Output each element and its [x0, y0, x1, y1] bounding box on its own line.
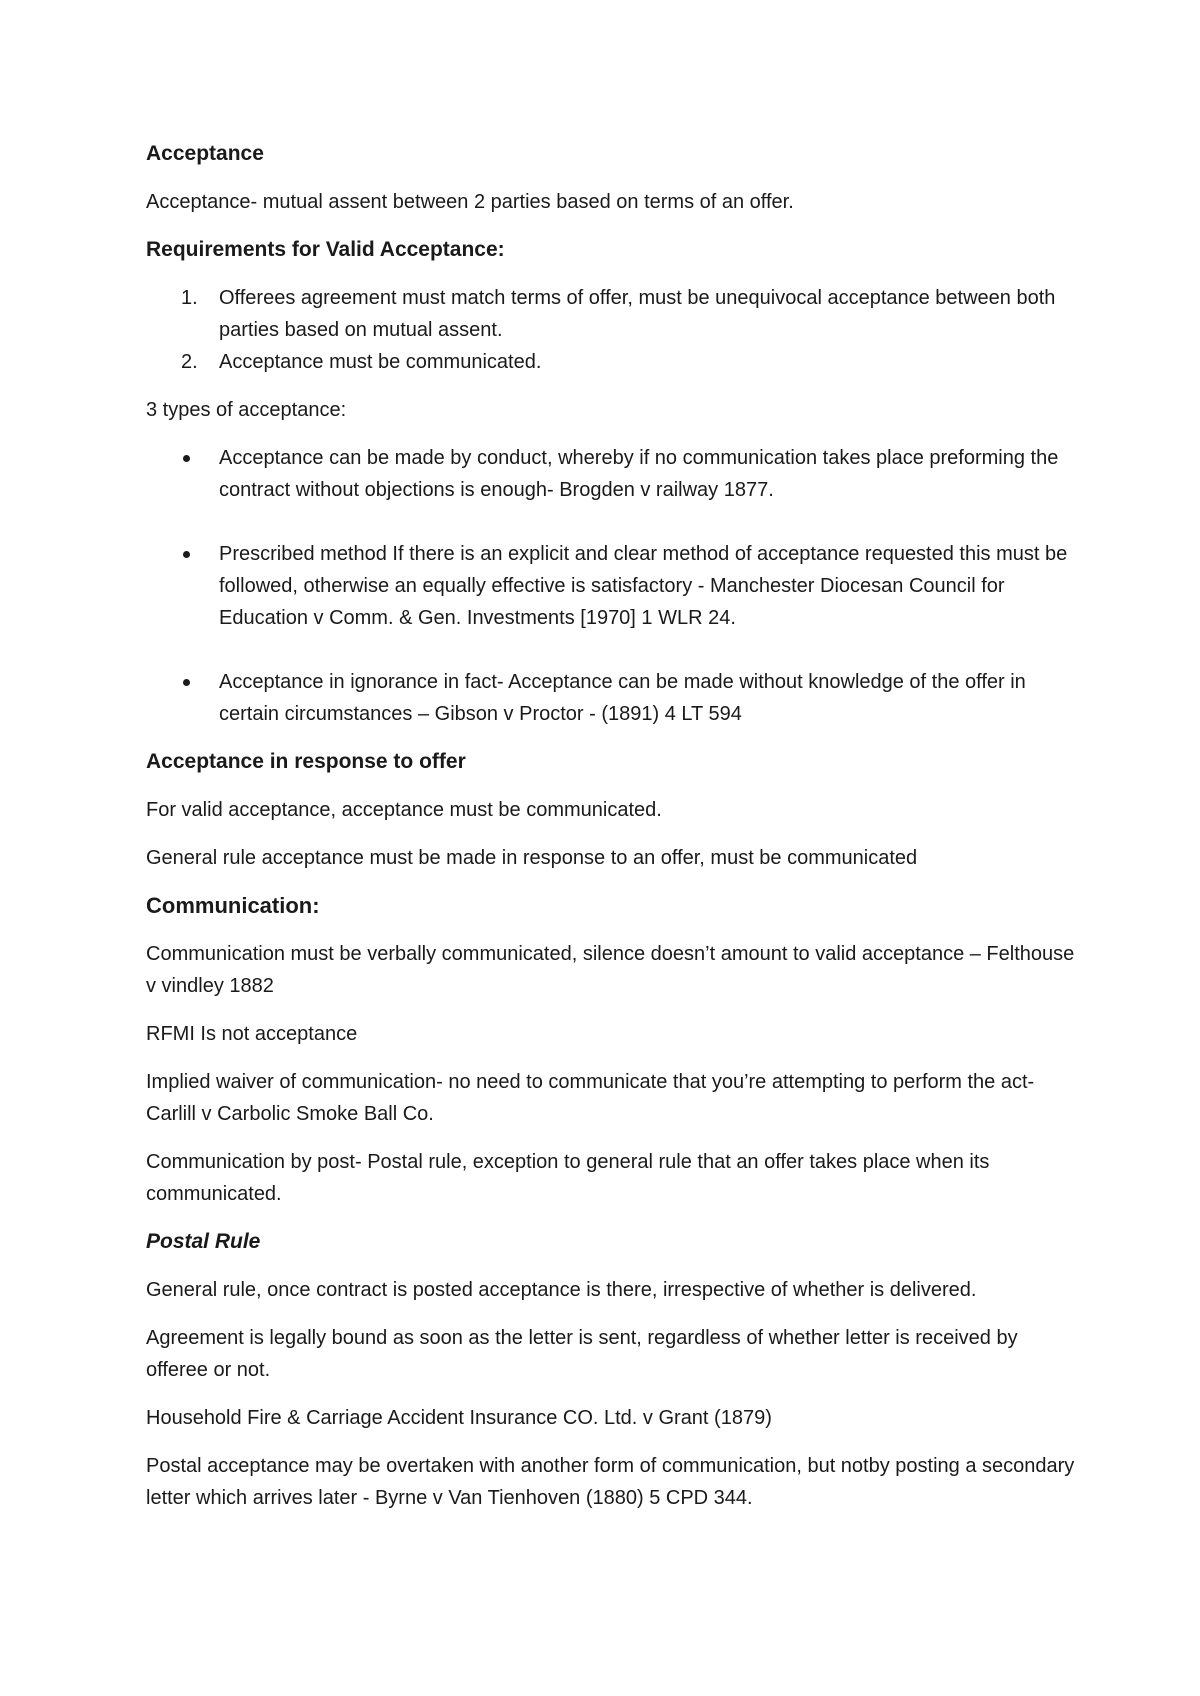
requirement-item [146, 282, 1076, 346]
postal-paragraph-1: General rule, once contract is posted acceptance is there, irrespective of whether is delivered. [146, 1279, 977, 1301]
communication-paragraph-2: RFMI Is not acceptance [146, 1023, 358, 1045]
bullet-icon [183, 455, 190, 462]
communication-paragraph-4: Communication by post- Postal rule, exception to general rule that an offer takes place when its communicated. [146, 1151, 990, 1205]
types-intro: 3 types of acceptance: [146, 399, 347, 421]
communication-heading: Communication: [146, 893, 320, 918]
list-number: 1. [181, 287, 198, 309]
requirement-text: Offerees agreement must match terms of offer, must be unequivocal acceptance between both parties based on mutual assent. [219, 287, 1056, 341]
postal-rule-heading: Postal Rule [146, 1230, 261, 1253]
bullet-icon [183, 679, 190, 686]
response-paragraph-2: General rule acceptance must be made in response to an offer, must be communicated [146, 847, 918, 869]
list-number: 2. [181, 351, 198, 373]
requirements-list [146, 282, 1076, 378]
postal-paragraph-2: Agreement is legally bound as soon as the letter is sent, regardless of whether letter is received by offeree or not. [146, 1327, 1018, 1381]
type-text: Acceptance in ignorance in fact- Acceptance can be made without knowledge of the offer in certain circumstances – Gibson v Proctor - (1891) 4 LT 594 [219, 671, 1026, 725]
requirement-text: Acceptance must be communicated. [219, 351, 542, 373]
type-text: Prescribed method If there is an explicit and clear method of acceptance requested this must be followed, otherwise an equally effective is satisfactory - Manchester Diocesan Council for Education v Comm. & Gen. Investments [1970] 1 WLR 24. [219, 543, 1068, 629]
communication-paragraph-3: Implied waiver of communication- no need to communicate that you’re attempting to perform the act- Carlill v Carbolic Smoke Ball Co. [146, 1071, 1035, 1125]
postal-paragraph-3: Household Fire & Carriage Accident Insurance CO. Ltd. v Grant (1879) [146, 1407, 772, 1429]
type-item [146, 538, 1076, 634]
type-item [146, 442, 1076, 506]
bullet-icon [183, 551, 190, 558]
document-page [146, 138, 1076, 1530]
communication-paragraph-1: Communication must be verbally communicated, silence doesn’t amount to valid acceptance – Felthouse v vindley 1882 [146, 943, 1075, 997]
document-title: Acceptance [146, 142, 264, 165]
type-item [146, 666, 1076, 730]
definition-paragraph: Acceptance- mutual assent between 2 parties based on terms of an offer. [146, 191, 794, 213]
postal-paragraph-4: Postal acceptance may be overtaken with another form of communication, but notby posting a secondary letter which arrives later - Byrne v Van Tienhoven (1880) 5 CPD 344. [146, 1455, 1075, 1509]
requirements-heading: Requirements for Valid Acceptance: [146, 238, 505, 261]
response-heading: Acceptance in response to offer [146, 750, 466, 773]
response-paragraph-1: For valid acceptance, acceptance must be communicated. [146, 799, 662, 821]
requirement-item [146, 346, 1076, 378]
types-list [146, 442, 1076, 730]
type-text: Acceptance can be made by conduct, whereby if no communication takes place preforming the contract without objections is enough- Brogden v railway 1877. [219, 447, 1059, 501]
